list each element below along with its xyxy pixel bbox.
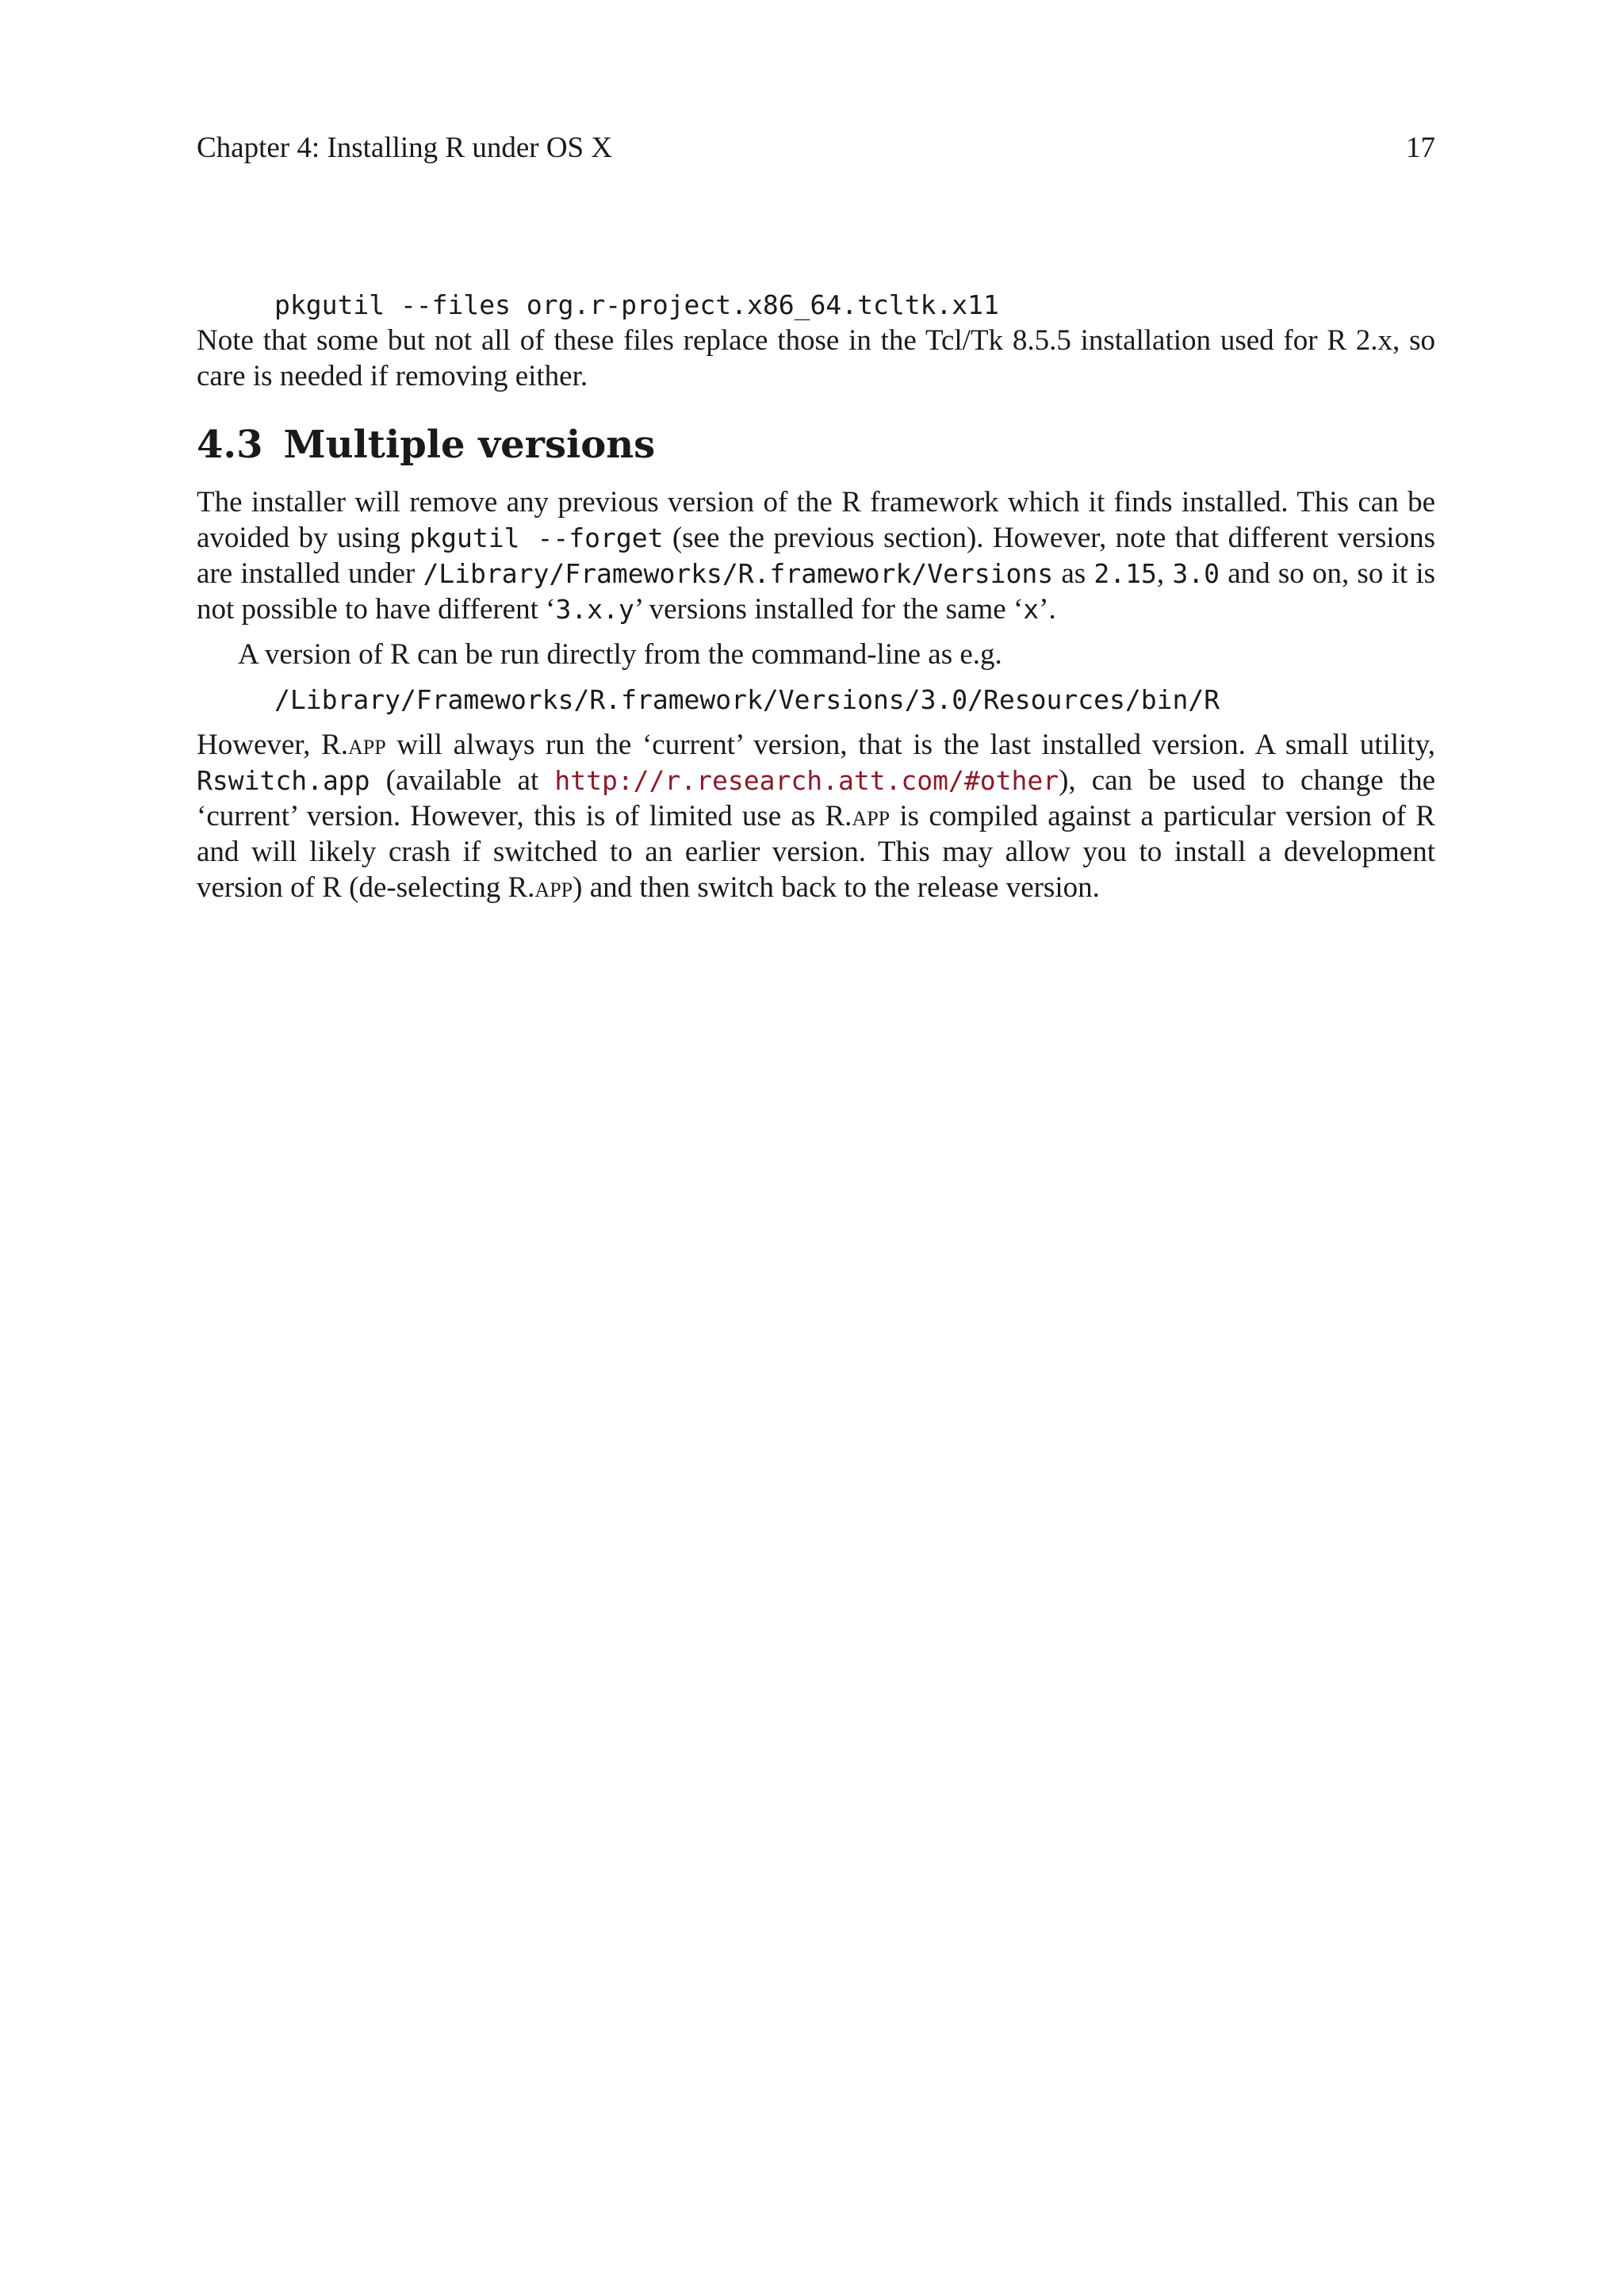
inline-code-versions-path: /Library/Frameworks/R.framework/Versions [423, 558, 1054, 589]
text-run: (available at [370, 764, 555, 797]
rapp-smallcaps: R.app [825, 800, 891, 832]
inline-code-x: x [1023, 594, 1040, 625]
inline-code-version-3-0: 3.0 [1172, 558, 1220, 589]
paragraph-gap [197, 627, 1435, 637]
text-run: is compiled against a particular version of R and will likely crash if switched to an earlier version. This may allow you to install a development version of R (de-selecting [197, 800, 1435, 904]
text-run: , [1156, 557, 1173, 590]
document-page [197, 0, 1435, 2296]
rapp-smallcaps: R.app [321, 729, 386, 761]
text-run: ), can be used to change the ‘current’ version. However, this is of limited use as [197, 764, 1435, 832]
text-run: (see the previous section). However, note that different versions are installed under [197, 522, 1435, 590]
text-run: as [1053, 557, 1094, 590]
text-run: ) and then switch back to the release version. [573, 871, 1100, 904]
paragraph-installer [197, 484, 1435, 627]
paragraph-command-line: A version of R can be run directly from the command-line as e.g. [238, 638, 1002, 671]
text-run: will always run the ‘current’ version, that is the last installed version. A small utility, [385, 729, 1435, 761]
text-run: The installer will remove any previous version of the R framework which it finds installed. This can be avoided by using [197, 486, 1435, 554]
section-number: 4.3 [197, 423, 263, 467]
paragraph-gap [197, 672, 1435, 682]
running-head [197, 130, 1435, 166]
paragraph-gap [197, 718, 1435, 727]
text-run: and so on, so it is not possible to have different ‘ [197, 557, 1435, 626]
paragraph-rapp [197, 727, 1435, 905]
text-run: ’. [1039, 593, 1056, 626]
inline-code-3xy: 3.x.y [555, 594, 634, 625]
rapp-smallcaps: R.app [508, 871, 573, 904]
chapter-title: Chapter 4: Installing R under OS X [197, 132, 613, 164]
inline-code-pkgutil-forget: pkgutil --forget [409, 522, 664, 553]
section-heading [197, 421, 1435, 469]
page-number: 17 [1406, 132, 1435, 164]
text-run: However, [197, 729, 322, 761]
inline-code-rswitch: Rswitch.app [197, 765, 370, 796]
section-title: Multiple versions [283, 423, 656, 467]
paragraph-tcltk-note: Note that some but not all of these files replace those in the Tcl/Tk 8.5.5 installation used for R 2.x, so care is needed if removing either. [197, 324, 1435, 392]
code-example-r-path: /Library/Frameworks/R.framework/Versions/3.0/Resources/bin/R [274, 684, 1220, 715]
code-example-pkgutil-files: pkgutil --files org.r-project.x86_64.tcltk.x11 [274, 289, 999, 320]
text-run: ’ versions installed for the same ‘ [634, 593, 1024, 626]
body-text [197, 287, 1435, 905]
inline-code-version-2-15: 2.15 [1094, 558, 1157, 589]
url-link-att[interactable]: http://r.research.att.com/#other [554, 765, 1059, 796]
